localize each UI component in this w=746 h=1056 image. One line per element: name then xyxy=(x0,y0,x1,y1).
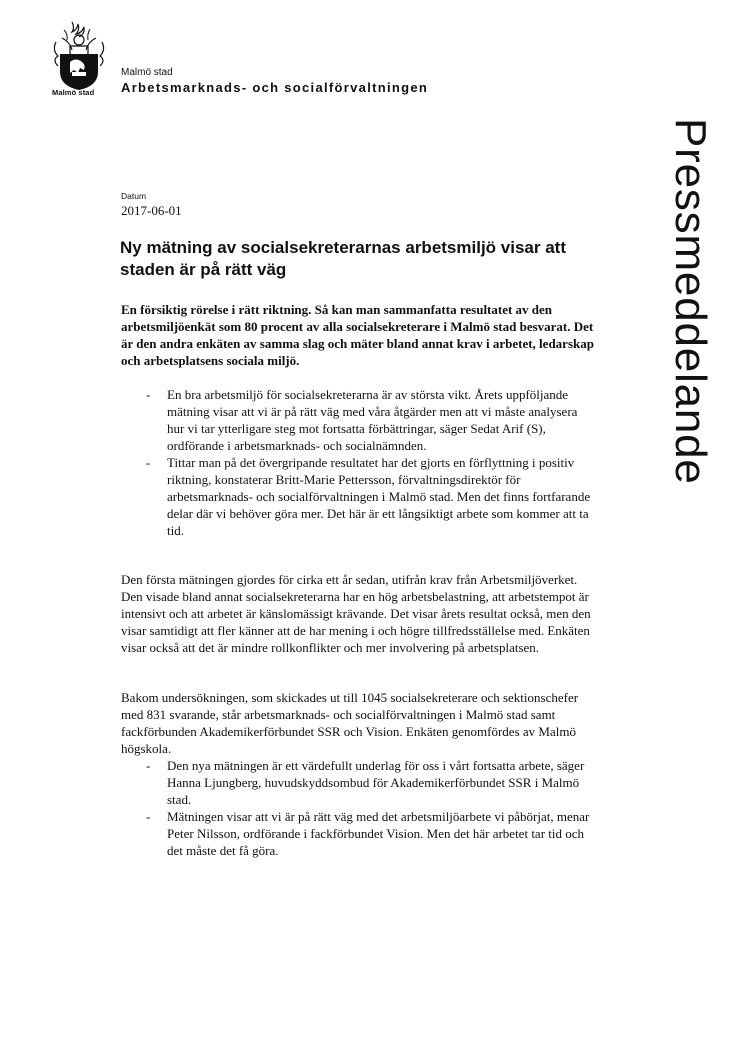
headline: Ny mätning av socialsekreterarnas arbetsmiljö visar att staden är på rätt väg xyxy=(120,238,566,279)
org-name-small: Malmö stad xyxy=(121,67,173,78)
body-block-1 xyxy=(121,571,591,656)
date-label: Datum xyxy=(121,191,147,201)
quote-text: En bra arbetsmiljö för socialsekreterarna är av största vikt. Årets uppföljande mätning visar att vi är på rätt väg med våra åtgärder men att vi måste analysera hur vi tar ytterligare steg mot fortsatta förbättringar, säger Sedat Arif (S), ordförande i arbetsmarknads- och socialnämnden. xyxy=(167,387,578,453)
document-type-label: Pressmeddelande xyxy=(666,118,715,485)
list-dash: - xyxy=(146,758,151,773)
body-block-2 xyxy=(121,689,591,859)
list-item xyxy=(121,454,591,539)
quote-text: Tittar man på det övergripande resultatet har det gjorts en förflyttning i positiv riktning, konstaterar Britt-Marie Pettersson, förvaltningsdirektör för arbetsmarknads- och socialförvaltningen i Malmö stad. Men det finns fortfarande delar där vi behöver göra mer. Det här är ett långsiktigt arbete som kommer att ta tid. xyxy=(167,455,591,538)
list-dash: - xyxy=(146,809,151,824)
body-paragraph-1: Den första mätningen gjordes för cirka ett år sedan, utifrån krav från Arbetsmiljöverket. Den visade bland annat socialsekreterarna har en hög arbetsbelastning, att arbetstempot är intensivt och att arbetet är känslomässigt krävande. Det visar årets resultat också, men den visar samtidigt att fler känner att de har mening i och högre tillfredsställelse med. Enkäten visar också att det är mindre rollkonflikter och mer involvering på arbetsplatsen. xyxy=(121,572,591,655)
quote-text: Den nya mätningen är ett värdefullt underlag för oss i vårt fortsatta arbete, säger Hanna Ljungberg, huvudskyddsombud för Akademikerförbundet SSR i Malmö stad. xyxy=(167,758,585,807)
griffin-crest-icon xyxy=(50,20,108,90)
list-dash: - xyxy=(146,455,151,470)
quote-text: Mätningen visar att vi är på rätt väg med det arbetsmiljöarbete vi påbörjat, menar Peter Nilsson, ordförande i fackförbundet Vision. Men det här arbetet tar tid och det måste det få göra. xyxy=(167,809,590,858)
document-type-vertical xyxy=(660,118,720,558)
list-item xyxy=(121,386,591,454)
body-paragraph-2: Bakom undersökningen, som skickades ut till 1045 socialsekreterare och sektionschefer med 831 svarande, står arbetsmarknads- och socialförvaltningen i Malmö stad samt fackförbunden Akademikerförbundet SSR och Vision. Enkäten genomfördes av Malmö högskola. xyxy=(121,690,579,756)
list-item xyxy=(121,757,591,808)
date-value: 2017-06-01 xyxy=(121,203,182,218)
org-name-department: Arbetsmarknads- och socialförvaltningen xyxy=(121,80,429,95)
list-item xyxy=(121,808,591,859)
quote-list-1 xyxy=(121,386,591,539)
quote-list-2 xyxy=(121,757,591,859)
list-dash: - xyxy=(146,387,151,402)
logo-text: Malmö stad xyxy=(52,88,95,97)
quotes-block-1 xyxy=(121,386,591,539)
lead-paragraph: En försiktig rörelse i rätt riktning. Så kan man sammanfatta resultatet av den arbetsmiljöenkät som 80 procent av alla socialsekreterare i Malmö stad besvarat. Det är den andra enkäten av samma slag och mäter bland annat krav i arbetet, ledarskap och arbetsplatsens sociala miljö. xyxy=(121,302,594,368)
